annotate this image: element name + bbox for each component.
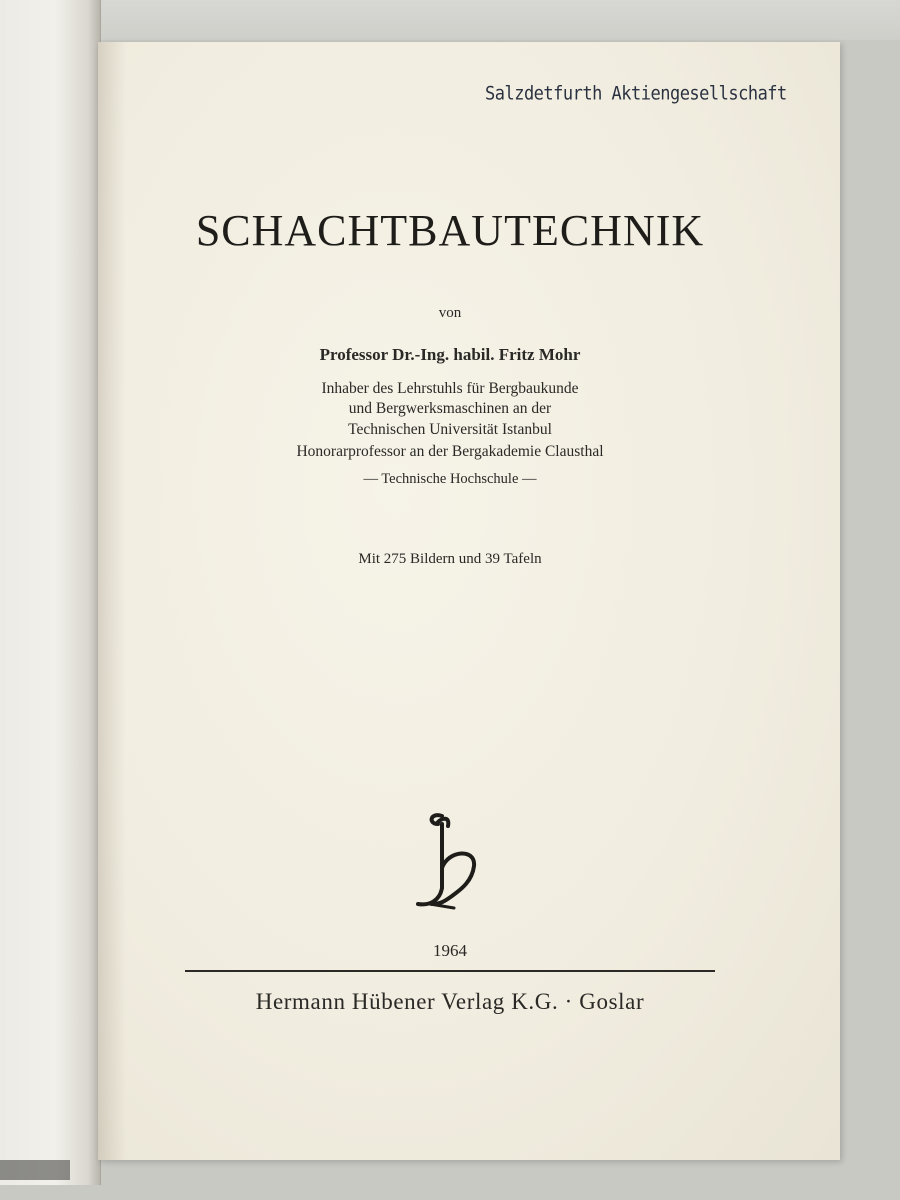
byline: von	[438, 305, 462, 321]
book-title: SCHACHTBAUTECHNIK	[195, 206, 705, 255]
affiliation-line: und Bergwerksmaschinen an der	[348, 400, 552, 417]
publication-year: 1964	[433, 941, 467, 960]
publisher-logo-icon	[412, 808, 486, 918]
affiliation-line: Inhaber des Lehrstuhls für Bergbaukunde	[321, 380, 579, 397]
divider-rule	[185, 970, 715, 972]
ownership-stamp: Salzdetfurth Aktiengesellschaft	[485, 83, 787, 105]
backdrop	[0, 0, 900, 40]
illustrations-note: Mit 275 Bildern und 39 Tafeln	[358, 551, 542, 567]
book-cover-edge	[0, 1160, 70, 1180]
author-name: Professor Dr.-Ing. habil. Fritz Mohr	[319, 345, 581, 364]
affiliation-line: — Technische Hochschule —	[363, 471, 537, 487]
affiliation-line: Honorarprofessor an der Bergakademie Clausthal	[296, 443, 604, 460]
publisher-imprint: Hermann Hübener Verlag K.G. · Goslar	[255, 989, 645, 1014]
affiliation-line: Technischen Universität Istanbul	[348, 421, 552, 438]
